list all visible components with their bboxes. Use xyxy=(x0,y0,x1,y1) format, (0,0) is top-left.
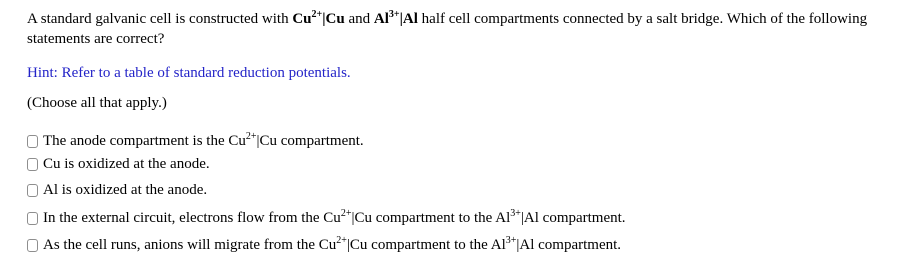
option-text-part: In the external circuit, electrons flow from the Cu xyxy=(43,210,341,226)
option-text-part: |Cu compartment. xyxy=(256,133,364,149)
option-charge: 2+ xyxy=(336,235,347,246)
option-text-part: |Cu compartment to the Al xyxy=(346,237,506,253)
option-label: Al is oxidized at the anode. xyxy=(43,182,208,198)
al-ion: Al xyxy=(373,11,389,27)
empty-checkbox-icon[interactable] xyxy=(27,135,38,148)
al-charge: 3+ xyxy=(388,9,400,20)
empty-checkbox-icon[interactable] xyxy=(27,212,38,225)
empty-checkbox-icon[interactable] xyxy=(27,239,38,252)
empty-checkbox-icon[interactable] xyxy=(27,158,38,171)
question-joiner: and xyxy=(344,11,374,27)
al-couple xyxy=(374,11,418,27)
option-text-part: |Al compartment. xyxy=(520,210,626,226)
option-text-part: |Al compartment. xyxy=(516,237,622,253)
question-suffix: half cell compartments connected by a salt bridge. Which of the following statements are correct? xyxy=(27,11,868,47)
hint-text: Hint: Refer to a table of standard reduction potentials. xyxy=(27,65,351,81)
option-text-part: As the cell runs, anions will migrate from the Cu xyxy=(43,237,337,253)
option-label: Cu is oxidized at the anode. xyxy=(43,156,210,172)
option-label xyxy=(43,208,626,228)
option-label xyxy=(43,235,621,255)
option-charge: 2+ xyxy=(245,131,257,142)
cu-charge: 2+ xyxy=(311,9,323,20)
option-al-oxidized[interactable] xyxy=(27,180,207,200)
choose-all-instruction: (Choose all that apply.) xyxy=(27,95,167,111)
option-charge: 3+ xyxy=(505,235,517,246)
option-anion-migration[interactable] xyxy=(27,235,621,255)
option-electron-flow[interactable] xyxy=(27,208,626,228)
option-cu-oxidized[interactable] xyxy=(27,154,210,174)
option-label xyxy=(43,131,364,151)
question-prefix: A standard galvanic cell is constructed with xyxy=(27,11,293,27)
option-charge: 3+ xyxy=(510,208,521,219)
cu-metal: |Cu xyxy=(322,11,345,27)
cu-couple xyxy=(292,11,344,27)
option-anode-compartment[interactable] xyxy=(27,131,364,151)
option-text-part: |Cu compartment to the Al xyxy=(351,210,511,226)
al-metal: |Al xyxy=(399,11,418,27)
option-charge: 2+ xyxy=(340,208,352,219)
question-text xyxy=(27,9,897,49)
empty-checkbox-icon[interactable] xyxy=(27,184,38,197)
cu-ion: Cu xyxy=(292,11,312,27)
option-text-part: The anode compartment is the Cu xyxy=(43,133,246,149)
